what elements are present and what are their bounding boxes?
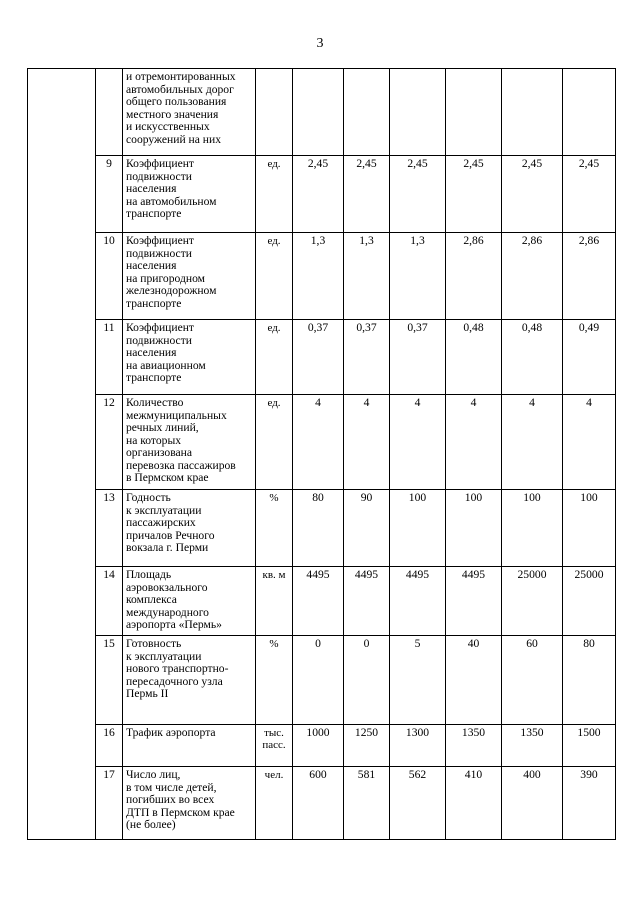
indicator-name-line: перевозка пассажиров bbox=[126, 458, 236, 472]
table-row bbox=[28, 567, 616, 636]
indicator-name-line: межмуниципальных bbox=[126, 408, 227, 422]
indicator-name-line: транспорте bbox=[126, 371, 182, 384]
value-cell: 600 bbox=[293, 767, 344, 840]
indicator-name-line: комплекса bbox=[126, 593, 177, 606]
unit-line: тыс. bbox=[264, 727, 284, 739]
indicator-name-cell bbox=[123, 636, 256, 725]
indicator-name-line: в Пермском крае bbox=[126, 471, 209, 484]
value-cell: 90 bbox=[344, 490, 390, 567]
indicator-name-line: населения bbox=[126, 346, 177, 359]
indicator-name-line: в том числе детей, bbox=[126, 780, 217, 794]
table-row bbox=[28, 490, 616, 567]
value-cell: 2,45 bbox=[502, 156, 563, 233]
value-cell: 2,45 bbox=[344, 156, 390, 233]
indicator-name-line: на пригородном bbox=[126, 271, 205, 285]
value-cell: 1350 bbox=[446, 725, 502, 767]
value-cell: 4495 bbox=[446, 567, 502, 636]
value-cell: 1500 bbox=[563, 725, 616, 767]
indicator-name-line: местного значения bbox=[126, 107, 219, 121]
value-cell: 0,37 bbox=[293, 320, 344, 395]
unit-cell bbox=[256, 767, 293, 840]
table-row-continuation bbox=[28, 69, 616, 156]
unit-line: ед. bbox=[267, 158, 281, 170]
indicator-name-line: и искусственных bbox=[126, 120, 210, 133]
table-row bbox=[28, 767, 616, 840]
indicator-name-line: подвижности bbox=[126, 246, 192, 260]
indicator-name-line: к эксплуатации bbox=[126, 503, 202, 517]
indicator-name-cell bbox=[123, 233, 256, 320]
value-cell: 4 bbox=[344, 395, 390, 490]
value-cell: 4 bbox=[563, 395, 616, 490]
indicator-name-line: погибших во всех bbox=[126, 793, 215, 806]
indicator-name-line: пассажирских bbox=[126, 516, 196, 529]
indicators-table bbox=[27, 68, 616, 840]
unit-line: % bbox=[269, 492, 279, 504]
table-row bbox=[28, 233, 616, 320]
indicator-name-line: ДТП в Пермском крае bbox=[126, 805, 235, 819]
indicator-name-line: Площадь bbox=[126, 568, 172, 581]
indicator-name-line: автомобильных дорог bbox=[126, 82, 234, 96]
indicator-name-cell bbox=[123, 156, 256, 233]
value-cell: 562 bbox=[390, 767, 446, 840]
value-cell: 4 bbox=[502, 395, 563, 490]
unit-cell bbox=[256, 395, 293, 490]
indicator-name-cell bbox=[123, 725, 256, 767]
indicator-name-cell bbox=[123, 490, 256, 567]
indicator-name-line: Годность bbox=[126, 491, 171, 504]
row-number: 17 bbox=[96, 767, 123, 840]
value-cell: 2,45 bbox=[446, 156, 502, 233]
value-cell: 0,37 bbox=[390, 320, 446, 395]
value-cell: 100 bbox=[446, 490, 502, 567]
unit-cell bbox=[256, 567, 293, 636]
value-cell bbox=[502, 69, 563, 156]
indicator-name-line: населения bbox=[126, 182, 177, 195]
indicator-name-line: Трафик аэропорта bbox=[126, 726, 216, 739]
value-cell: 390 bbox=[563, 767, 616, 840]
value-cell: 4 bbox=[293, 395, 344, 490]
indicator-name-line: железнодорожном bbox=[126, 284, 217, 297]
indicator-name-line: вокзала г. Перми bbox=[126, 541, 209, 554]
value-cell: 80 bbox=[293, 490, 344, 567]
group-cell bbox=[28, 69, 96, 840]
value-cell: 4 bbox=[446, 395, 502, 490]
row-number: 9 bbox=[96, 156, 123, 233]
indicator-name-line: аэровокзального bbox=[126, 580, 208, 594]
table-row bbox=[28, 156, 616, 233]
indicator-name-line: транспорте bbox=[126, 207, 182, 220]
unit-cell bbox=[256, 636, 293, 725]
unit-line: ед. bbox=[267, 235, 281, 247]
indicator-name-line: Коэффициент bbox=[126, 234, 194, 247]
value-cell: 581 bbox=[344, 767, 390, 840]
unit-cell bbox=[256, 69, 293, 156]
value-cell: 4495 bbox=[390, 567, 446, 636]
value-cell: 2,86 bbox=[563, 233, 616, 320]
value-cell: 2,86 bbox=[502, 233, 563, 320]
indicator-name-line: Коэффициент bbox=[126, 321, 194, 334]
value-cell: 0,48 bbox=[502, 320, 563, 395]
value-cell: 0,48 bbox=[446, 320, 502, 395]
value-cell: 4495 bbox=[293, 567, 344, 636]
indicator-name-line: на авиационном bbox=[126, 358, 206, 372]
unit-cell bbox=[256, 490, 293, 567]
value-cell: 2,45 bbox=[293, 156, 344, 233]
value-cell bbox=[446, 69, 502, 156]
table-row bbox=[28, 320, 616, 395]
value-cell bbox=[563, 69, 616, 156]
row-number: 14 bbox=[96, 567, 123, 636]
indicator-name-line: Пермь II bbox=[126, 687, 169, 700]
indicator-name-line: пересадочного узла bbox=[126, 674, 223, 688]
value-cell: 410 bbox=[446, 767, 502, 840]
unit-line: % bbox=[269, 638, 279, 650]
value-cell: 1250 bbox=[344, 725, 390, 767]
row-number: 13 bbox=[96, 490, 123, 567]
value-cell: 60 bbox=[502, 636, 563, 725]
value-cell: 0 bbox=[344, 636, 390, 725]
indicator-name-line: речных линий, bbox=[126, 421, 199, 434]
table-row bbox=[28, 395, 616, 490]
unit-line: ед. bbox=[267, 397, 281, 409]
indicator-name-line: на автомобильном bbox=[126, 194, 217, 208]
unit-line: пасс. bbox=[262, 739, 286, 751]
indicator-name-cell bbox=[123, 767, 256, 840]
value-cell: 0,37 bbox=[344, 320, 390, 395]
value-cell: 1350 bbox=[502, 725, 563, 767]
indicator-name-line: организована bbox=[126, 446, 193, 459]
row-number: 10 bbox=[96, 233, 123, 320]
value-cell: 5 bbox=[390, 636, 446, 725]
indicator-name-line: причалов Речного bbox=[126, 528, 215, 542]
value-cell: 0,49 bbox=[563, 320, 616, 395]
unit-line: чел. bbox=[264, 769, 284, 781]
indicator-name-line: к эксплуатации bbox=[126, 649, 202, 663]
indicator-name-cell bbox=[123, 395, 256, 490]
unit-line: кв. м bbox=[262, 569, 286, 581]
value-cell bbox=[344, 69, 390, 156]
value-cell: 25000 bbox=[563, 567, 616, 636]
value-cell bbox=[293, 69, 344, 156]
row-number: 15 bbox=[96, 636, 123, 725]
value-cell: 40 bbox=[446, 636, 502, 725]
value-cell: 2,45 bbox=[563, 156, 616, 233]
indicator-name-line: транспорте bbox=[126, 296, 182, 310]
value-cell: 1,3 bbox=[293, 233, 344, 320]
indicator-name-line: Количество bbox=[126, 396, 184, 409]
row-number: 11 bbox=[96, 320, 123, 395]
unit-cell bbox=[256, 725, 293, 767]
indicator-name-line: на которых bbox=[126, 433, 182, 447]
value-cell: 400 bbox=[502, 767, 563, 840]
row-number: 16 bbox=[96, 725, 123, 767]
unit-cell bbox=[256, 233, 293, 320]
value-cell: 1000 bbox=[293, 725, 344, 767]
value-cell: 100 bbox=[502, 490, 563, 567]
indicator-name-cell bbox=[123, 69, 256, 156]
indicator-name-line: аэропорта «Пермь» bbox=[126, 618, 222, 631]
value-cell: 100 bbox=[563, 490, 616, 567]
indicator-name-line: Коэффициент bbox=[126, 157, 194, 170]
indicator-name-line: Готовность bbox=[126, 637, 182, 650]
indicator-name-line: и отремонтированных bbox=[126, 70, 236, 83]
indicator-name-cell bbox=[123, 567, 256, 636]
value-cell: 1,3 bbox=[390, 233, 446, 320]
unit-cell bbox=[256, 156, 293, 233]
value-cell: 4495 bbox=[344, 567, 390, 636]
value-cell bbox=[390, 69, 446, 156]
indicator-name-line: нового транспортно- bbox=[126, 662, 229, 675]
unit-line: ед. bbox=[267, 322, 281, 334]
indicator-name-cell bbox=[123, 320, 256, 395]
indicator-name-line: подвижности bbox=[126, 333, 192, 347]
value-cell: 25000 bbox=[502, 567, 563, 636]
indicator-name-line: Число лиц, bbox=[126, 768, 181, 781]
value-cell: 2,45 bbox=[390, 156, 446, 233]
indicator-name-line: международного bbox=[126, 605, 209, 619]
indicator-name-line: (не более) bbox=[126, 818, 176, 831]
indicator-name-line: подвижности bbox=[126, 169, 192, 183]
table-row bbox=[28, 636, 616, 725]
value-cell: 4 bbox=[390, 395, 446, 490]
indicator-name-line: сооружений на них bbox=[126, 132, 221, 146]
unit-cell bbox=[256, 320, 293, 395]
value-cell: 0 bbox=[293, 636, 344, 725]
row-number-cell bbox=[96, 69, 123, 156]
value-cell: 1,3 bbox=[344, 233, 390, 320]
page-number: 3 bbox=[316, 36, 324, 51]
value-cell: 1300 bbox=[390, 725, 446, 767]
row-number: 12 bbox=[96, 395, 123, 490]
value-cell: 80 bbox=[563, 636, 616, 725]
value-cell: 100 bbox=[390, 490, 446, 567]
value-cell: 2,86 bbox=[446, 233, 502, 320]
table-row bbox=[28, 725, 616, 767]
indicator-name-line: общего пользования bbox=[126, 95, 227, 108]
indicator-name-line: населения bbox=[126, 259, 177, 272]
